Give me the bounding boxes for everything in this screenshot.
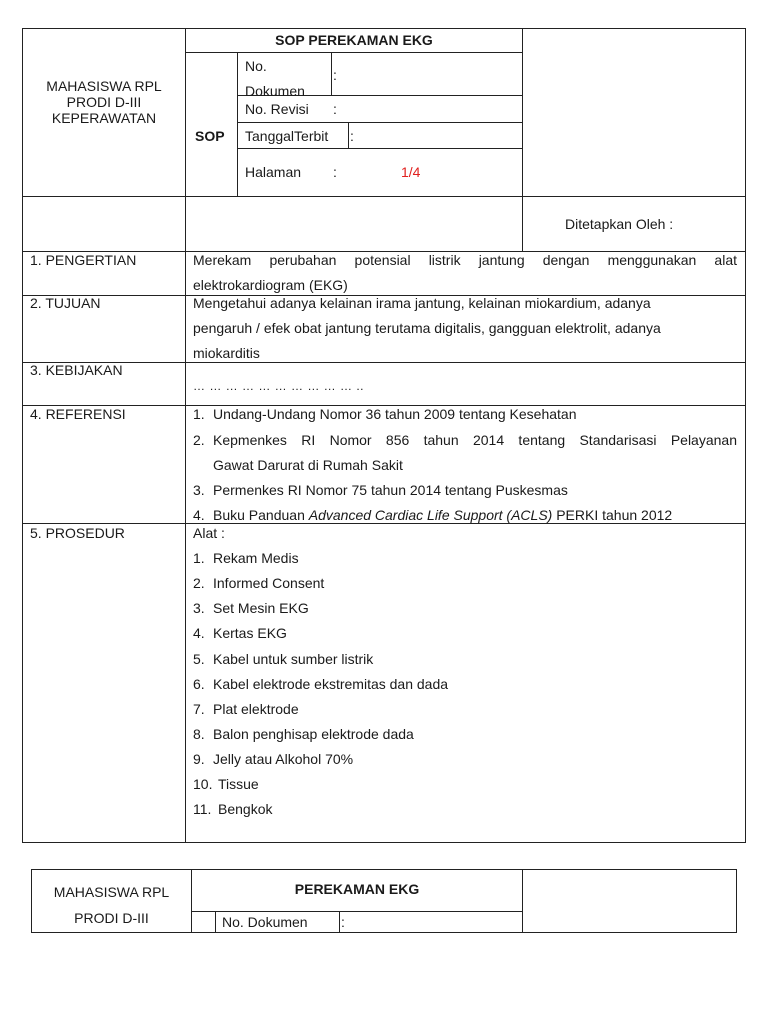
institution-line: MAHASISWA RPL — [46, 78, 162, 94]
item-text: Balon penghisap elektrode dada — [213, 726, 414, 742]
item-number: 3. — [193, 482, 205, 498]
field-label-tanggal-terbit: TanggalTerbit — [245, 128, 329, 144]
prosedur-item — [193, 676, 448, 692]
section-label-prosedur: 5. PROSEDUR — [30, 525, 125, 541]
section-label-referensi: 4. REFERENSI — [30, 406, 126, 422]
item-text: Bengkok — [218, 801, 273, 817]
item-text: PERKI tahun 2012 — [552, 507, 673, 523]
item-number: 1. — [193, 406, 205, 422]
item-number: 3. — [193, 600, 205, 616]
item-text: Tissue — [218, 776, 259, 792]
referensi-item-continuation: Gawat Darurat di Rumah Sakit — [213, 457, 403, 473]
item-text: Informed Consent — [213, 575, 325, 591]
item-text: Rekam Medis — [213, 550, 299, 566]
item-number: 8. — [193, 726, 205, 742]
item-number: 2. — [193, 575, 205, 591]
sop-label: SOP — [195, 128, 225, 144]
tujuan-line: pengaruh / efek obat jantung terutama digitalis, gangguan elektrolit, adanya — [193, 320, 661, 336]
prosedur-item — [193, 651, 373, 667]
item-number: 9. — [193, 751, 205, 767]
field-label-line: Dokumen — [245, 83, 305, 99]
item-number: 4. — [193, 625, 205, 641]
item-text: Kertas EKG — [213, 625, 287, 641]
item-number: 5. — [193, 651, 205, 667]
institution-line: KEPERAWATAN — [51, 110, 157, 126]
field-sep: : — [333, 164, 337, 180]
field-label-no-dokumen-page-2: No. Dokumen — [222, 914, 308, 930]
ditetapkan-oleh: Ditetapkan Oleh : — [565, 216, 674, 232]
page-number: 1/4 — [401, 164, 421, 180]
prosedur-item — [193, 751, 353, 767]
section-label-tujuan: 2. TUJUAN — [30, 295, 101, 311]
document-title-page-2: PEREKAMAN EKG — [294, 881, 420, 897]
item-text: Jelly atau Alkohol 70% — [213, 751, 354, 767]
field-sep: : — [350, 128, 354, 144]
section-label-kebijakan: 3. KEBIJAKAN — [30, 362, 123, 378]
item-number: 7. — [193, 701, 205, 717]
referensi-item — [193, 482, 568, 498]
document-title: SOP PEREKAMAN EKG — [275, 32, 433, 48]
kebijakan-placeholder: … … … … … … … … … … .. — [193, 379, 365, 393]
tujuan-line: Mengetahui adanya kelainan irama jantung, kelainan miokardium, adanya — [193, 295, 651, 311]
item-text: Kabel untuk sumber listrik — [213, 651, 374, 667]
institution-line: PRODI D-III — [74, 910, 149, 926]
item-text: Set Mesin EKG — [213, 600, 309, 616]
institution-line: MAHASISWA RPL — [53, 884, 170, 900]
institution-name-page-2 — [32, 879, 191, 931]
referensi-item — [193, 507, 672, 523]
prosedur-item — [193, 701, 299, 717]
item-text: Undang-Undang Nomor 36 tahun 2009 tentang Kesehatan — [213, 406, 577, 422]
item-number: 10. — [193, 776, 213, 792]
prosedur-item — [193, 600, 309, 616]
item-text-italic: Advanced Cardiac Life Support (ACLS) — [308, 507, 553, 523]
item-text: Kabel elektrode ekstremitas dan dada — [213, 676, 449, 692]
referensi-item — [193, 406, 577, 422]
tujuan-line: miokarditis — [193, 345, 260, 361]
item-text: Permenkes RI Nomor 75 tahun 2014 tentang Puskesmas — [213, 482, 568, 498]
item-number: 6. — [193, 676, 205, 692]
item-number: 2. — [193, 432, 205, 448]
item-text: Kepmenkes RI Nomor 856 tahun 2014 tentang Standarisasi Pelayanan — [213, 432, 737, 448]
prosedur-item — [193, 801, 272, 817]
item-number: 11. — [193, 801, 212, 817]
prosedur-intro: Alat : — [193, 525, 225, 541]
field-label-line: No. — [245, 58, 267, 74]
pengertian-line: elektrokardiogram (EKG) — [193, 277, 348, 293]
field-sep: : — [341, 914, 345, 930]
prosedur-item — [193, 575, 324, 591]
field-label-no-dokumen — [245, 54, 305, 104]
item-number: 1. — [193, 550, 205, 566]
prosedur-item — [193, 776, 259, 792]
field-label-halaman: Halaman — [245, 164, 302, 180]
item-text: Buku Panduan — [213, 507, 309, 523]
prosedur-item — [193, 726, 414, 742]
institution-line: PRODI D-III — [66, 94, 142, 110]
pengertian-line: Merekam perubahan potensial listrik jantung dengan menggunakan alat — [193, 252, 737, 268]
field-sep: : — [333, 101, 337, 117]
field-label-no-revisi: No. Revisi — [245, 101, 309, 117]
prosedur-item — [193, 550, 299, 566]
institution-name — [23, 78, 185, 126]
prosedur-item — [193, 625, 287, 641]
field-sep: : — [333, 67, 337, 83]
item-text: Plat elektrode — [213, 701, 299, 717]
section-label-pengertian: 1. PENGERTIAN — [30, 252, 137, 268]
item-number: 4. — [193, 507, 205, 523]
